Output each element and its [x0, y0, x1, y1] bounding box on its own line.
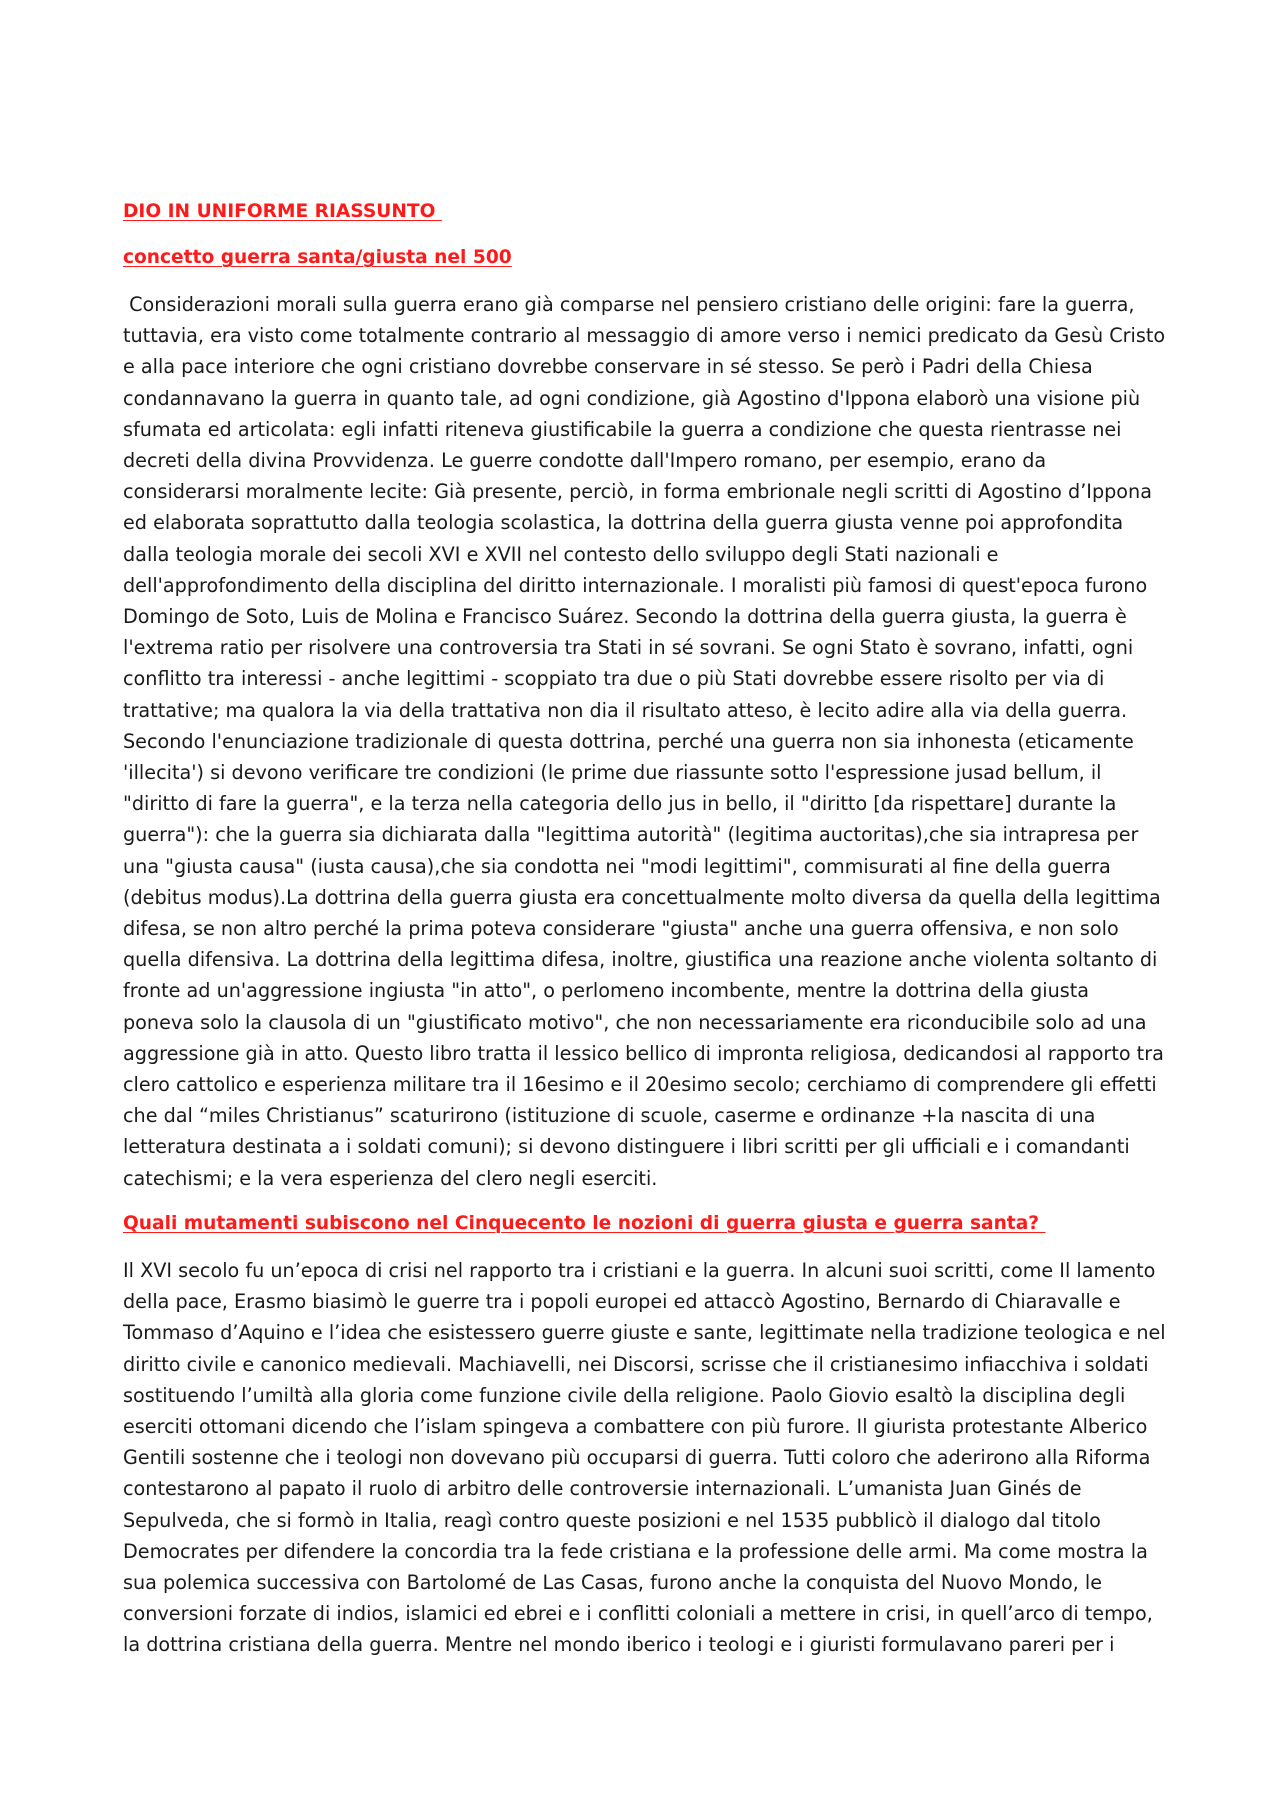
text-line: dell'approfondimento della disciplina del diritto internazionale. I moralisti più famosi di quest'epoca furono — [123, 573, 1148, 597]
text-line: trattative; ma qualora la via della trattativa non dia il risultato atteso, è lecito adire alla via della guerra. — [123, 698, 1128, 722]
text-line: "diritto di fare la guerra", e la terza nella categoria dello jus in bello, il "diritto [da rispettare] durante la — [123, 792, 1117, 816]
text-line: Domingo de Soto, Luis de Molina e Francisco Suárez. Secondo la dottrina della guerra giusta, la guerra è — [123, 605, 1127, 629]
text-line: sfumata ed articolata: egli infatti riteneva giustificabile la guerra a condizione che questa rientrasse nei — [123, 417, 1122, 441]
paragraph-2 — [123, 1255, 1168, 1661]
section-subtitle: concetto guerra santa/giusta nel 500 — [123, 247, 512, 268]
document-body — [123, 200, 1168, 1661]
text-line: Democrates per difendere la concordia tra la fede cristiana e la professione delle armi. Ma come mostra la — [123, 1539, 1148, 1563]
section-question-heading: Quali mutamenti subiscono nel Cinquecento le nozioni di guerra giusta e guerra santa? — [123, 1212, 1046, 1234]
text-line: una "giusta causa" (iusta causa),che sia condotta nei "modi legittimi", commisurati al fine della guerra — [123, 854, 1111, 878]
text-line: 'illecita') si devono verificare tre condizioni (le prime due riassunte sotto l'espressione jusad bellum, il — [123, 761, 1102, 785]
text-line: la dottrina cristiana della guerra. Mentre nel mondo iberico i teologi e i giuristi formulavano pareri per i — [123, 1633, 1115, 1657]
document-title: DIO IN UNIFORME RIASSUNTO — [123, 201, 442, 222]
text-line: quella difensiva. La dottrina della legittima difesa, inoltre, giustifica una reazione anche violenta soltanto di — [123, 948, 1158, 972]
text-line: aggressione già in atto. Questo libro tratta il lessico bellico di impronta religiosa, dedicandosi al rapporto tra — [123, 1041, 1164, 1065]
text-line: letteratura destinata a i soldati comuni); si devono distinguere i libri scritti per gli ufficiali e i comandanti — [123, 1135, 1130, 1159]
text-line: guerra"): che la guerra sia dichiarata dalla "legittima autorità" (legitima auctoritas),che sia intrapresa per — [123, 823, 1139, 847]
text-line: difesa, se non altro perché la prima poteva considerare "giusta" anche una guerra offensiva, e non solo — [123, 917, 1119, 941]
text-line: clero cattolico e esperienza militare tra il 16esimo e il 20esimo secolo; cerchiamo di comprendere gli effetti — [123, 1073, 1157, 1097]
text-line: sua polemica successiva con Bartolomé de Las Casas, furono anche la conquista del Nuovo Mondo, le — [123, 1570, 1103, 1594]
text-line: conversioni forzate di indios, islamici ed ebrei e i conflitti coloniali a mettere in crisi, in quell’arco di tempo, — [123, 1602, 1153, 1626]
text-line: che dal “miles Christianus” scaturirono (istituzione di scuole, caserme e ordinanze +la nascita di una — [123, 1104, 1096, 1128]
text-line: l'extrema ratio per risolvere una controversia tra Stati in sé sovrani. Se ogni Stato è sovrano, infatti, ogni — [123, 636, 1134, 660]
text-line: sostituendo l’umiltà alla gloria come funzione civile della religione. Paolo Giovio esaltò la disciplina degli — [123, 1383, 1126, 1407]
text-line: catechismi; e la vera esperienza del clero negli eserciti. — [123, 1166, 658, 1190]
text-line: decreti della divina Provvidenza. Le guerre condotte dall'Impero romano, per esempio, erano da — [123, 449, 1047, 473]
text-line: della pace, Erasmo biasimò le guerre tra i popoli europei ed attaccò Agostino, Bernardo di Chiaravalle e — [123, 1290, 1121, 1314]
paragraph-1 — [123, 289, 1168, 1194]
text-line: condannavano la guerra in quanto tale, ad ogni condizione, già Agostino d'Ippona elaborò una visione più — [123, 386, 1141, 410]
text-line: (debitus modus).La dottrina della guerra giusta era concettualmente molto diversa da quella della legittima — [123, 885, 1161, 909]
text-line: contestarono al papato il ruolo di arbitro delle controversie internazionali. L’umanista Juan Ginés de — [123, 1477, 1082, 1501]
text-line: conflitto tra interessi - anche legittimi - scoppiato tra due o più Stati dovrebbe essere risolto per via di — [123, 667, 1105, 691]
text-line: tuttavia, era visto come totalmente contrario al messaggio di amore verso i nemici predicato da Gesù Cristo — [123, 324, 1166, 348]
text-line: Gentili sostenne che i teologi non dovevano più occuparsi di guerra. Tutti coloro che aderirono alla Riforma — [123, 1446, 1151, 1470]
text-line: Tommaso d’Aquino e l’idea che esistessero guerre giuste e sante, legittimate nella tradizione teologica e nel — [123, 1321, 1166, 1345]
text-line: dalla teologia morale dei secoli XVI e XVII nel contesto dello sviluppo degli Stati nazionali e — [123, 542, 999, 566]
text-line: Considerazioni morali sulla guerra erano già comparse nel pensiero cristiano delle origini: fare la guerra, — [123, 293, 1135, 316]
text-line: Secondo l'enunciazione tradizionale di questa dottrina, perché una guerra non sia inhonesta (eticamente — [123, 729, 1134, 753]
text-line: considerarsi moralmente lecite: Già presente, perciò, in forma embrionale negli scritti di Agostino d’Ippona — [123, 480, 1152, 504]
text-line: poneva solo la clausola di un "giustificato motivo", che non necessariamente era riconducibile solo ad una — [123, 1010, 1147, 1034]
text-line: ed elaborata soprattutto dalla teologia scolastica, la dottrina della guerra giusta venne poi approfondita — [123, 511, 1124, 535]
text-line: fronte ad un'aggressione ingiusta "in atto", o perlomeno incombente, mentre la dottrina della giusta — [123, 979, 1090, 1003]
text-line: e alla pace interiore che ogni cristiano dovrebbe conservare in sé stesso. Se però i Padri della Chiesa — [123, 355, 1093, 379]
text-line: eserciti ottomani dicendo che l’islam spingeva a combattere con più furore. Il giurista protestante Alberico — [123, 1414, 1148, 1438]
text-line: Sepulveda, che si formò in Italia, reagì contro queste posizioni e nel 1535 pubblicò il dialogo dal titolo — [123, 1508, 1101, 1532]
text-line: Il XVI secolo fu un’epoca di crisi nel rapporto tra i cristiani e la guerra. In alcuni suoi scritti, come Il lamento — [123, 1258, 1156, 1282]
text-line: diritto civile e canonico medievali. Machiavelli, nei Discorsi, scrisse che il cristianesimo infiacchiva i soldati — [123, 1352, 1149, 1376]
